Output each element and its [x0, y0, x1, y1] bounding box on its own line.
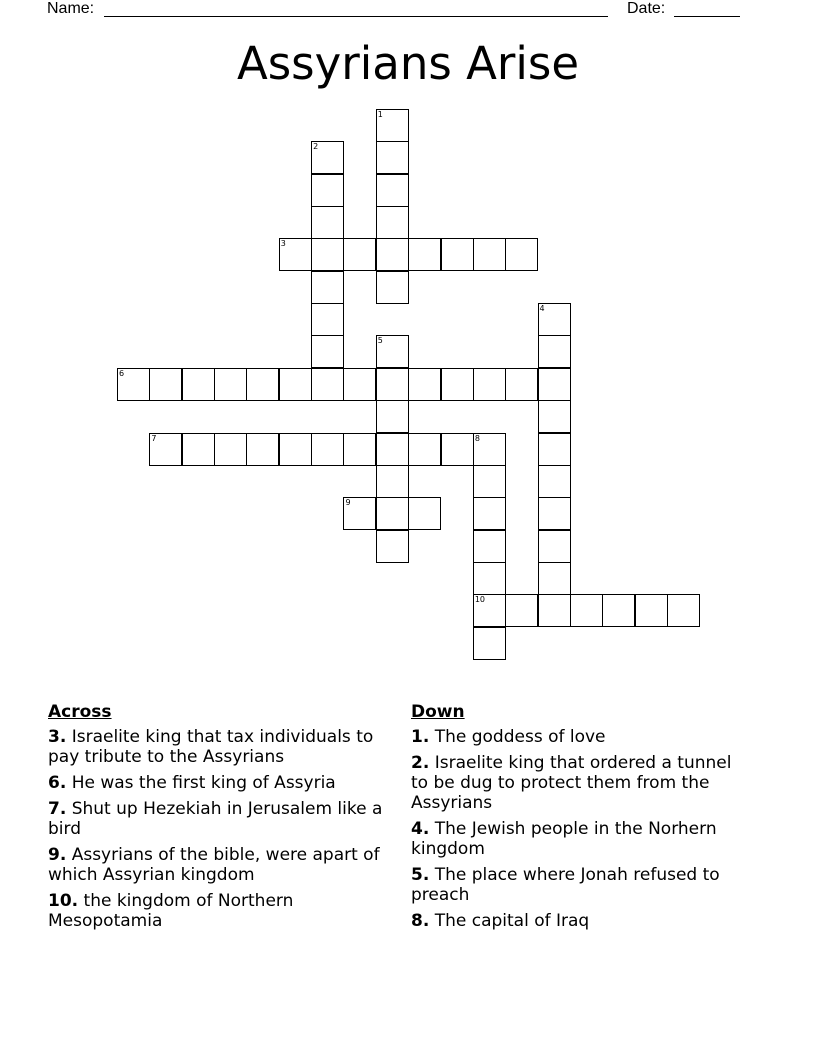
- grid-cell[interactable]: [311, 433, 344, 466]
- down-clues: [411, 702, 741, 937]
- grid-cell[interactable]: [408, 433, 441, 466]
- grid-cell[interactable]: [343, 368, 376, 401]
- grid-cell[interactable]: [408, 368, 441, 401]
- grid-cell[interactable]: [602, 594, 635, 627]
- date-label: Date:: [627, 0, 666, 17]
- grid-cell[interactable]: [343, 497, 376, 530]
- clue-across-6: [48, 773, 388, 793]
- grid-cell[interactable]: [376, 271, 409, 304]
- grid-cell[interactable]: [376, 497, 409, 530]
- clue-across-7: [48, 799, 388, 839]
- grid-cell[interactable]: [473, 238, 506, 271]
- grid-cell[interactable]: [376, 465, 409, 498]
- grid-cell[interactable]: [538, 368, 571, 401]
- grid-cell[interactable]: [538, 400, 571, 433]
- grid-cell[interactable]: [311, 271, 344, 304]
- grid-cell[interactable]: [343, 238, 376, 271]
- clue-number-label: 2: [313, 142, 319, 152]
- clue-number: 2.: [411, 753, 430, 773]
- grid-cell[interactable]: [376, 368, 409, 401]
- grid-cell[interactable]: [311, 303, 344, 336]
- clue-number: 10.: [48, 891, 79, 911]
- across-clues: [48, 702, 388, 937]
- grid-cell[interactable]: [538, 497, 571, 530]
- grid-cell[interactable]: [667, 594, 700, 627]
- clue-down-4: [411, 819, 741, 859]
- clue-number: 6.: [48, 773, 67, 793]
- puzzle-title: Assyrians Arise: [236, 37, 580, 90]
- grid-cell[interactable]: [538, 335, 571, 368]
- grid-cell[interactable]: [376, 400, 409, 433]
- grid-cell[interactable]: [279, 368, 312, 401]
- clue-across-3: [48, 727, 388, 767]
- grid-cell[interactable]: [311, 335, 344, 368]
- grid-cell[interactable]: [182, 368, 215, 401]
- grid-cell[interactable]: [279, 238, 312, 271]
- grid-cell[interactable]: [441, 368, 474, 401]
- clue-text: Israelite king that tax individuals to pay tribute to the Assyrians: [48, 727, 374, 767]
- clue-number-label: 3: [280, 239, 286, 249]
- grid-cell[interactable]: [311, 368, 344, 401]
- grid-cell[interactable]: [538, 303, 571, 336]
- grid-cell[interactable]: [635, 594, 668, 627]
- grid-cell[interactable]: [473, 530, 506, 563]
- grid-cell[interactable]: [505, 238, 538, 271]
- clue-number: 8.: [411, 911, 430, 931]
- grid-cell[interactable]: [311, 174, 344, 207]
- grid-cell[interactable]: [473, 368, 506, 401]
- grid-cell[interactable]: [149, 433, 182, 466]
- grid-cell[interactable]: [343, 433, 376, 466]
- grid-cell[interactable]: [538, 433, 571, 466]
- grid-cell[interactable]: [473, 433, 506, 466]
- clue-text: Shut up Hezekiah in Jerusalem like a bird: [48, 799, 383, 839]
- clue-down-8: [411, 911, 741, 931]
- clue-number-label: 10: [474, 595, 486, 605]
- grid-cell[interactable]: [538, 562, 571, 595]
- down-heading: Down: [411, 702, 465, 722]
- grid-cell[interactable]: [505, 594, 538, 627]
- clue-text: The Jewish people in the Norhern kingdom: [411, 819, 717, 859]
- grid-cell[interactable]: [473, 562, 506, 595]
- across-heading: Across: [48, 702, 112, 722]
- clue-text: The place where Jonah refused to preach: [411, 865, 720, 905]
- grid-cell[interactable]: [182, 433, 215, 466]
- clue-number-label: 7: [151, 433, 157, 443]
- grid-cell[interactable]: [376, 206, 409, 239]
- clue-text: the kingdom of Northern Mesopotamia: [48, 891, 294, 931]
- grid-cell[interactable]: [311, 238, 344, 271]
- grid-cell[interactable]: [408, 238, 441, 271]
- clue-down-5: [411, 865, 741, 905]
- grid-cell[interactable]: [376, 141, 409, 174]
- clue-number-label: 8: [474, 433, 480, 443]
- clue-across-9: [48, 845, 388, 885]
- grid-cell[interactable]: [246, 433, 279, 466]
- grid-cell[interactable]: [376, 238, 409, 271]
- clue-number: 1.: [411, 727, 430, 747]
- clue-text: Israelite king that ordered a tunnel to be dug to protect them from the Assyrians: [411, 753, 732, 813]
- grid-cell[interactable]: [473, 627, 506, 660]
- clue-number: 3.: [48, 727, 67, 747]
- grid-cell[interactable]: [311, 141, 344, 174]
- clue-number: 4.: [411, 819, 430, 839]
- grid-cell[interactable]: [214, 368, 247, 401]
- grid-cell[interactable]: [117, 368, 150, 401]
- clue-text: Assyrians of the bible, were apart of which Assyrian kingdom: [48, 845, 380, 885]
- grid-cell[interactable]: [473, 594, 506, 627]
- grid-cell[interactable]: [376, 335, 409, 368]
- grid-cell[interactable]: [473, 465, 506, 498]
- grid-cell[interactable]: [376, 174, 409, 207]
- clue-across-10: [48, 891, 388, 931]
- clue-number: 9.: [48, 845, 67, 865]
- grid-cell[interactable]: [279, 433, 312, 466]
- clue-number: 5.: [411, 865, 430, 885]
- grid-cell[interactable]: [538, 465, 571, 498]
- grid-cell[interactable]: [376, 109, 409, 142]
- clue-text: He was the first king of Assyria: [71, 773, 336, 793]
- grid-cell[interactable]: [505, 368, 538, 401]
- grid-cell[interactable]: [246, 368, 279, 401]
- grid-cell[interactable]: [570, 594, 603, 627]
- clue-number-label: 4: [539, 304, 545, 314]
- grid-cell[interactable]: [441, 238, 474, 271]
- grid-cell[interactable]: [149, 368, 182, 401]
- grid-cell[interactable]: [538, 530, 571, 563]
- grid-cell[interactable]: [441, 433, 474, 466]
- grid-cell[interactable]: [538, 594, 571, 627]
- grid-cell[interactable]: [311, 206, 344, 239]
- clue-number: 7.: [48, 799, 67, 819]
- grid-cell[interactable]: [376, 530, 409, 563]
- clue-number-label: 9: [345, 498, 351, 508]
- grid-cell[interactable]: [408, 497, 441, 530]
- clue-down-2: [411, 753, 741, 813]
- name-label: Name:: [47, 0, 95, 17]
- grid-cell[interactable]: [214, 433, 247, 466]
- clue-number-label: 1: [377, 110, 383, 119]
- grid-cell[interactable]: [376, 433, 409, 466]
- clue-down-1: [411, 727, 741, 747]
- clue-number-label: 5: [377, 336, 383, 346]
- clue-text: The goddess of love: [434, 727, 606, 747]
- grid-cell[interactable]: [473, 497, 506, 530]
- clue-number-label: 6: [119, 368, 125, 378]
- clue-text: The capital of Iraq: [434, 911, 590, 931]
